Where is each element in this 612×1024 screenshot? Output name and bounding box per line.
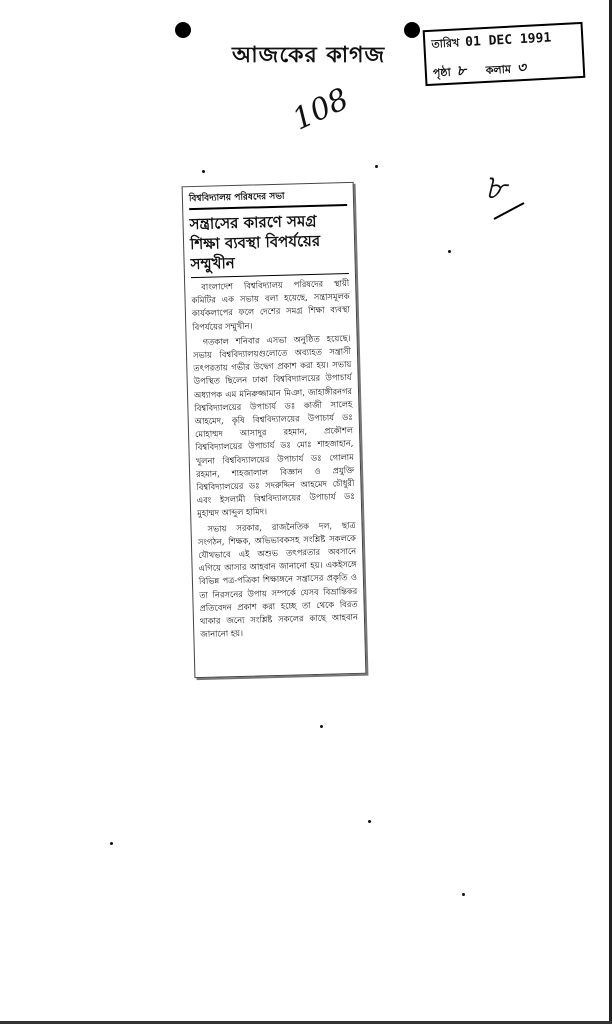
scan-speck — [368, 820, 371, 823]
scan-speck — [462, 893, 465, 896]
scan-speck — [202, 170, 205, 173]
article-paragraph: বাংলাদেশ বিশ্ববিদ্যালয় পরিষদের স্থায়ী কমিটির এক সভায় বলা হয়েছে, সন্ত্রাসমূলক কার্যকলাপের ফলে দেশের সমগ্র শিক্ষা ব্যবস্থা বিপর্যয়ের সম্মুখীন। — [191, 277, 350, 332]
stamp-page-label: পৃষ্ঠা — [432, 65, 452, 80]
stamp-page-value: ৮ — [456, 63, 467, 80]
handwritten-margin-mark: ৮ — [484, 168, 507, 208]
date-stamp — [423, 22, 586, 86]
newspaper-clipping — [182, 182, 367, 678]
scan-speck — [110, 842, 113, 845]
scan-speck — [448, 250, 451, 253]
scan-speck — [375, 165, 378, 168]
article-headline: সন্ত্রাসের কারণে সমগ্র শিক্ষা ব্যবস্থা বিপর্যয়ের সম্মুখীন — [189, 211, 321, 274]
punch-hole-left — [175, 22, 191, 38]
scan-speck — [320, 725, 323, 728]
newspaper-masthead: আজকের কাগজ — [232, 42, 386, 68]
article-paragraph: গতকাল শনিবার এসভা অনুষ্ঠিত হয়েছে। সভায় বিশ্ববিদ্যালয়গুলোতে অব্যাহত সন্ত্রাসী তৎপরতায় গভীর উদ্বেগ প্রকাশ করা হয়। সভায় উপস্থিত ছিলেন ঢাকা বিশ্ববিদ্যালয়ের উপাচার্য অধ্যাপক এম মনিরুজ্জামান মিঞা, জাহাঙ্গীরনগর বিশ্ববিদ্যালয়ের উপাচার্য ডঃ কাজী সালেহ আহমেদ, কৃষি বিশ্ববিদ্যালয়ের উপাচার্য ডঃ মোহাম্মদ আসাদুর রহমান, প্রকৌশল বিশ্ববিদ্যালয়ের উপাচার্য ডঃ মোঃ শাহজাহান, খুলনা বিশ্ববিদ্যালয়ের উপাচার্য ডঃ গোলাম রহমান, শাহজালাল বিজ্ঞান ও প্রযুক্তি বিশ্ববিদ্যালয়ের ডঃ সদরুদ্দিন আহমেদ চৌধুরী এবং ইসলামী বিশ্ববিদ্যালয়ের উপাচার্য ডঃ মুহাম্মদ আব্দুল হামিদ। — [192, 332, 355, 519]
handwritten-folio-number: 108 — [287, 81, 354, 138]
stamp-date: 01 DEC 1991 — [464, 30, 552, 51]
stamp-column-value: ৩ — [516, 59, 527, 77]
article-kicker: বিশ্ববিদ্যালয় পরিষদের সভা — [189, 187, 347, 210]
punch-hole-right — [404, 22, 420, 38]
article-paragraph: সভায় সরকার, রাজনৈতিক দল, ছাত্র সংগঠন, শিক্ষক, অভিভাবকসহ সংশ্লিষ্ট সকলকে যৌথভাবে এই অশুভ তৎপরতার অবসানে এগিয়ে আসার আহবান জানানো হয়। একইসঙ্গে বিভিন্ন পত্র-পত্রিকা শিক্ষাঙ্গনে সন্ত্রাসের প্রকৃতি ও তা নিরসনের উপায় সম্পর্কে যেসব বিভ্রান্তিকর প্রতিবেদন প্রকাশ করা হচ্ছে তা থেকে বিরত থাকার জন্যে সংশ্লিষ্ট সকলের কাছে আহবান জানানো হয়। — [197, 519, 359, 640]
stamp-column-label: কলাম — [485, 62, 512, 77]
stamp-date-label: তারিখ — [431, 36, 460, 51]
